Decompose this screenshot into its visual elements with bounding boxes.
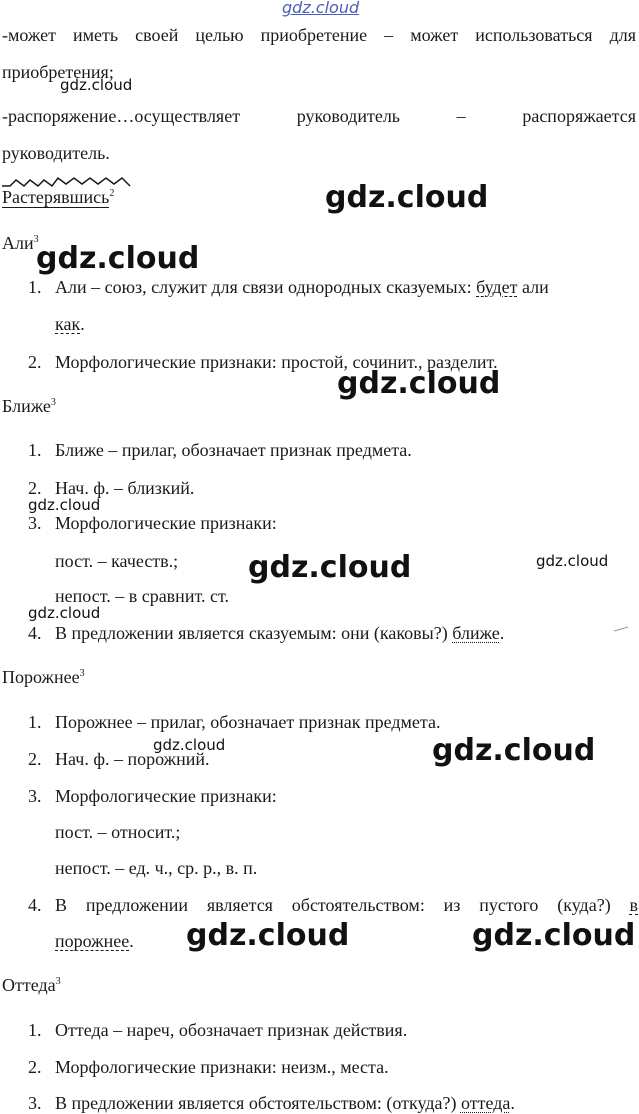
otteda-item-1-num: 1. bbox=[28, 1020, 42, 1040]
blizhe-item-1-num: 1. bbox=[28, 440, 42, 460]
porozhnee-item-4-cont: порожнее. bbox=[55, 931, 134, 951]
rasteryavshis-sup: 2 bbox=[109, 188, 115, 199]
stray-mark-icon bbox=[612, 624, 632, 634]
porozhnee-item-4: В предложении является обстоятельством: из пустого (куда?) в bbox=[55, 895, 638, 915]
ali-heading: Али$^3$ bbox=[2, 233, 39, 253]
porozhnee-item-4-num: 4. bbox=[28, 895, 42, 915]
watermark: gdz.cloud bbox=[325, 180, 489, 215]
watermark: gdz.cloud bbox=[536, 552, 609, 570]
otteda-item-2: Морфологические признаки: неизм., места. bbox=[55, 1057, 389, 1077]
otteda-item-1: Оттеда – нареч, обозначает признак действия. bbox=[55, 1020, 408, 1040]
underlined-word: порожнее bbox=[55, 931, 130, 951]
watermark: gdz.cloud bbox=[153, 736, 226, 754]
intro-line-2: приобретения; bbox=[2, 62, 114, 82]
intro-word: – bbox=[456, 106, 466, 126]
blizhe-item-3-num: 3. bbox=[28, 513, 42, 533]
otteda-item-2-num: 2. bbox=[28, 1057, 42, 1077]
porozhnee-item-3-nonconst: непост. – ед. ч., ср. р., в. п. bbox=[55, 858, 258, 878]
blizhe-item-3-nonconst: непост. – в сравнит. ст. bbox=[55, 586, 229, 606]
watermark: gdz.cloud bbox=[60, 76, 133, 94]
intro-word: -распоряжение…осуществляет bbox=[2, 106, 241, 126]
blizhe-item-2: Нач. ф. – близкий. bbox=[55, 478, 195, 498]
watermark: gdz.cloud bbox=[28, 604, 101, 622]
watermark-top: gdz.cloud bbox=[282, 0, 360, 17]
underlined-word: в bbox=[629, 895, 638, 915]
intro-line-1: -может иметь своей целью приобретение – может использоваться для bbox=[2, 25, 636, 45]
ali-item-1-num: 1. bbox=[28, 277, 42, 297]
underlined-word: ближе bbox=[452, 623, 500, 643]
porozhnee-item-3-const: пост. – относит.; bbox=[55, 822, 181, 842]
porozhnee-item-2-num: 2. bbox=[28, 749, 42, 769]
watermark: gdz.cloud bbox=[28, 496, 101, 514]
underlined-word: оттеда bbox=[460, 1093, 511, 1113]
porozhnee-item-1: Порожнее – прилаг, обозначает признак предмета. bbox=[55, 712, 441, 732]
porozhnee-item-1-num: 1. bbox=[28, 712, 42, 732]
porozhnee-item-3-num: 3. bbox=[28, 786, 42, 806]
porozhnee-item-3: Морфологические признаки: bbox=[55, 786, 277, 806]
blizhe-heading: Ближе$^3$ bbox=[2, 396, 56, 416]
watermark: gdz.cloud bbox=[472, 918, 636, 953]
blizhe-item-4-num: 4. bbox=[28, 623, 42, 643]
otteda-item-3-num: 3. bbox=[28, 1093, 42, 1113]
watermark: gdz.cloud bbox=[432, 733, 596, 768]
otteda-heading: Оттеда$^3$ bbox=[2, 975, 61, 995]
watermark: gdz.cloud bbox=[248, 550, 412, 585]
ali-item-2-num: 2. bbox=[28, 352, 42, 372]
blizhe-item-2-num: 2. bbox=[28, 478, 42, 498]
intro-line-4: руководитель. bbox=[2, 143, 110, 163]
intro-word: распоряжается bbox=[522, 106, 636, 126]
wavy-underline-icon bbox=[0, 172, 135, 190]
blizhe-item-4: В предложении является сказуемым: они (каковы?) ближе. bbox=[55, 623, 505, 643]
porozhnee-heading: Порожнее$^3$ bbox=[2, 667, 85, 687]
otteda-item-3: В предложении является обстоятельством: (откуда?) оттеда. bbox=[55, 1093, 515, 1113]
watermark: gdz.cloud bbox=[186, 918, 350, 953]
blizhe-item-3: Морфологические признаки: bbox=[55, 513, 277, 533]
ali-item-1-cont: как. bbox=[55, 314, 85, 334]
blizhe-item-3-const: пост. – качеств.; bbox=[55, 551, 179, 571]
underlined-word: как bbox=[55, 314, 81, 334]
ali-item-2: Морфологические признаки: простой, сочинит., разделит. bbox=[55, 352, 498, 372]
intro-word: руководитель bbox=[296, 106, 401, 126]
watermark: gdz.cloud bbox=[337, 366, 501, 401]
underlined-word: будет bbox=[476, 277, 518, 297]
rasteryavshis-text: Растерявшись bbox=[2, 187, 110, 207]
blizhe-item-1: Ближе – прилаг, обозначает признак предмета. bbox=[55, 440, 412, 460]
ali-item-1: Али – союз, служит для связи однородных сказуемых: будет али bbox=[55, 277, 549, 297]
intro-line-3 bbox=[2, 105, 636, 127]
porozhnee-item-2: Нач. ф. – порожний. bbox=[55, 749, 210, 769]
watermark: gdz.cloud bbox=[36, 241, 200, 276]
